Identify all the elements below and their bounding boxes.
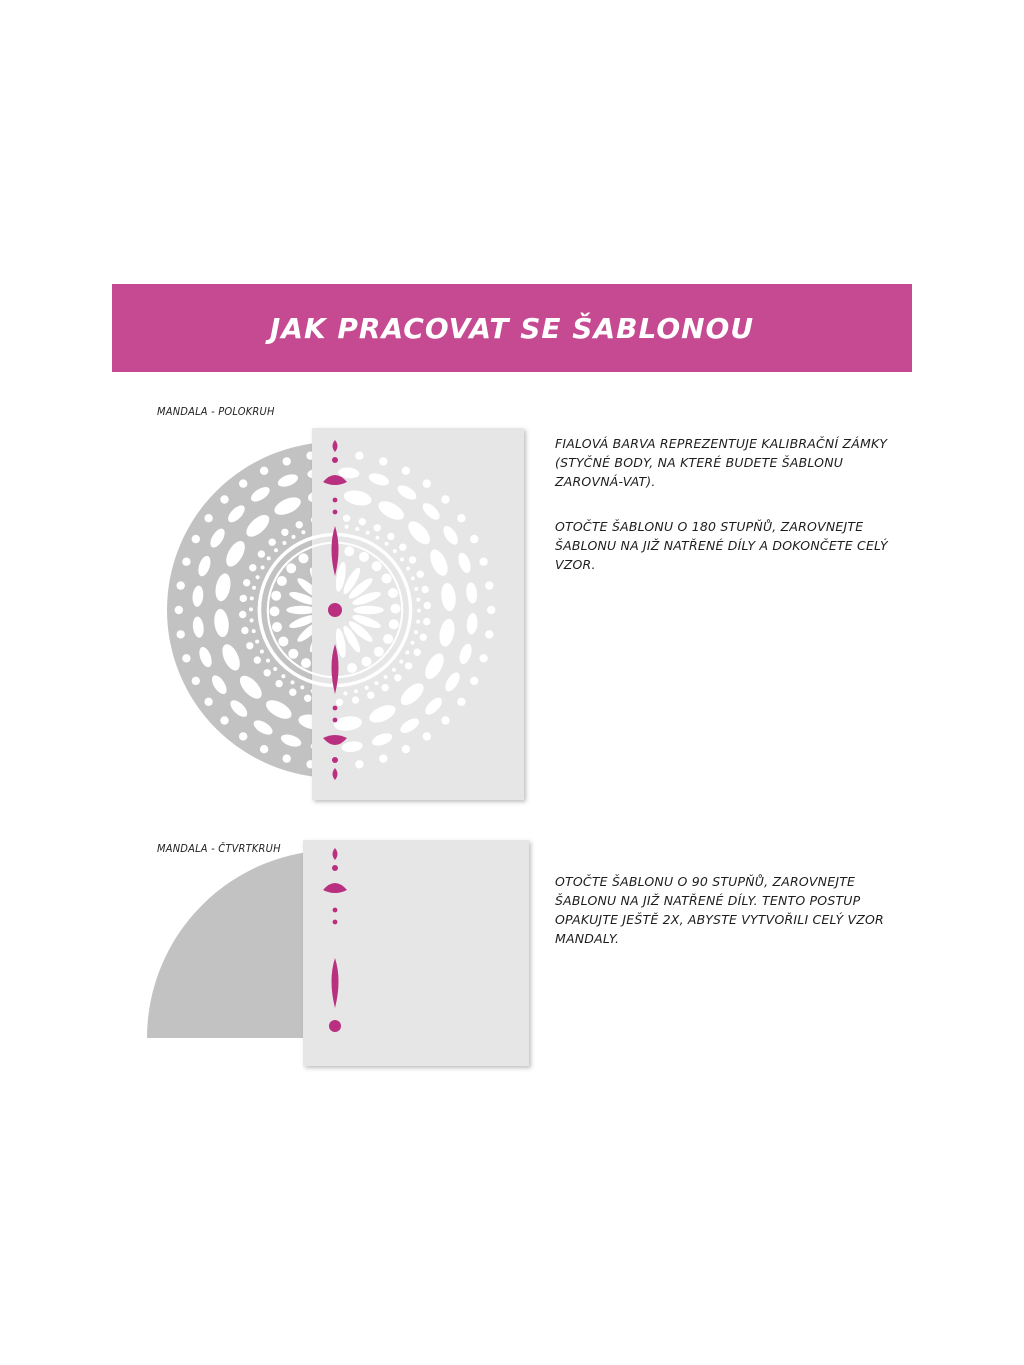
- page-title: JAK PRACOVAT SE ŠABLONOU: [269, 311, 755, 345]
- mandala-half-stencil-illustration: [150, 420, 540, 810]
- paragraph-quarter-1: OTOČTE ŠABLONU O 90 STUPŇŮ, ZAROVNEJTE ŠABLONU NA JIŽ NATŘENÉ DÍLY. TENTO POSTUP OPAKUJTE JEŠTĚ 2X, ABYSTE VYTVOŘILI CELÝ VZOR MANDALY.: [555, 874, 884, 946]
- paragraph-half-1: FIALOVÁ BARVA REPREZENTUJE KALIBRAČNÍ ZÁMKY (STYČNÉ BODY, NA KTERÉ BUDETE ŠABLONU ZAROVNÁ-VAT).: [555, 436, 888, 489]
- title-banner: [112, 284, 912, 372]
- caption-quarter: MANDALA - ČTVRTKRUH: [157, 842, 281, 855]
- caption-half: MANDALA - POLOKRUH: [157, 405, 275, 418]
- paragraph-half-2: OTOČTE ŠABLONU O 180 STUPŇŮ, ZAROVNEJTE ŠABLONU NA JIŽ NATŘENÉ DÍLY A DOKONČETE CELÝ VZOR.: [555, 519, 888, 572]
- mandala-quarter-stencil-illustration: [140, 836, 540, 1076]
